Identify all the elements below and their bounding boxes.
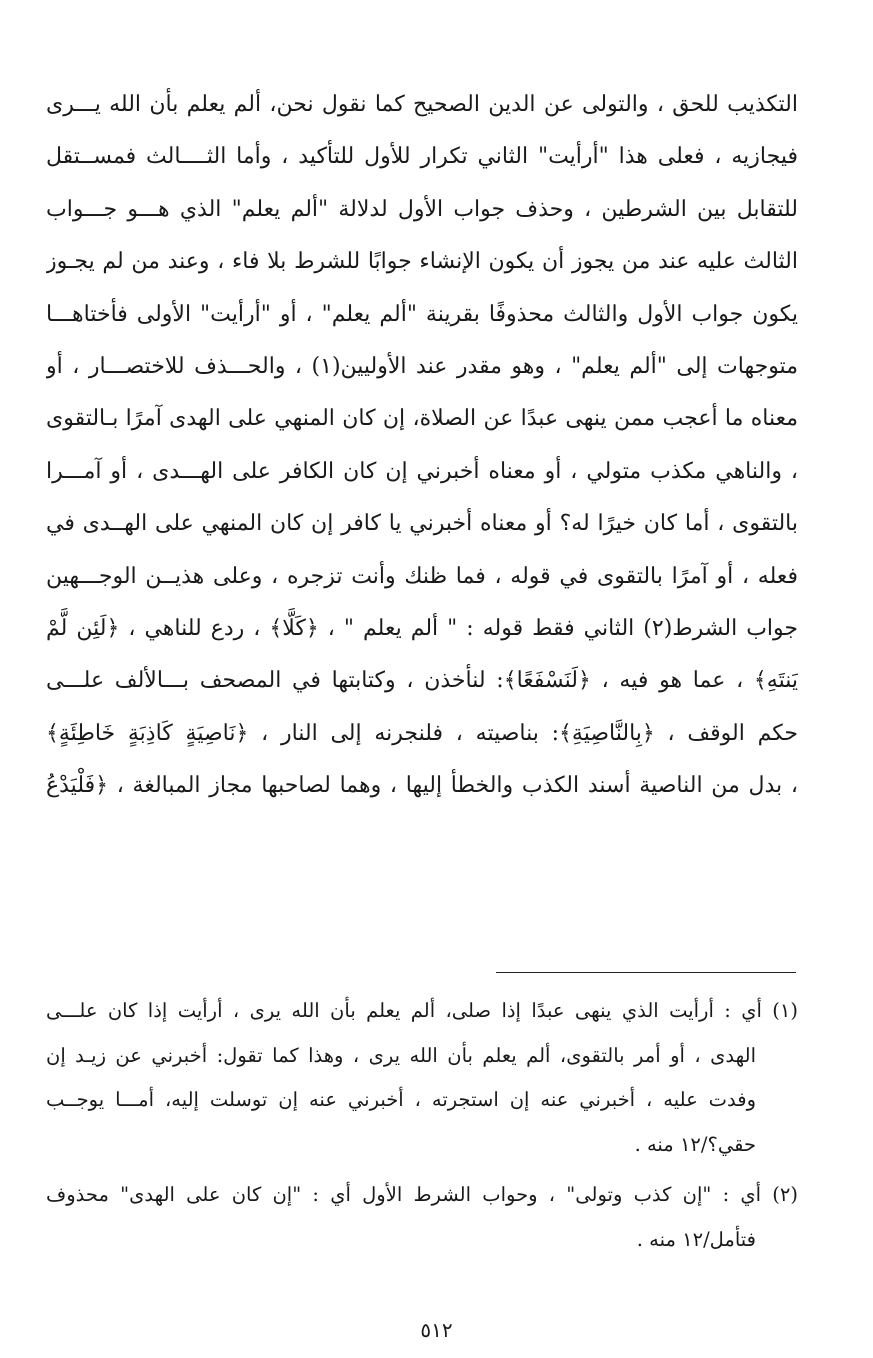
footnote-line: (١) أي : أرأيت الذي ينهى عبدًا إذا صلى، ألم يعلم بأن الله يرى ، أرأيت إذا كان علـــى	[46, 999, 798, 1022]
text-line: التكذيب للحق ، والتولى عن الدين الصحيح كما نقول نحن، ألم يعلم بأن الله يـــرى	[46, 92, 798, 117]
page-number: ٥١٢	[420, 1318, 453, 1342]
text-line: بالتقوى ، أما كان خيرًا له؟ أو معناه أخبرني يا كافر إن كان المنهي على الهــدى في	[46, 511, 798, 537]
text-line: ، والناهي مكذب متولي ، أو معناه أخبرني إن كان الكافر على الهـــدى ، أو آمـــرا	[46, 458, 798, 484]
footnote-line: حقي؟/١٢ منه .	[634, 1132, 756, 1156]
footnote-line: فتأمل/١٢ منه .	[636, 1227, 756, 1251]
text-line: فعله ، أو آمرًا بالتقوى في قوله ، فما ظنك وأنت تزجره ، وعلى هذيــن الوجـــهين	[46, 563, 798, 589]
text-line: معناه ما أعجب ممن ينهى عبدًا عن الصلاة، إن كان المنهي على الهدى آمرًا بـالتقوى	[46, 406, 798, 432]
text-line: الثالث عليه عند من يجوز أن يكون الإنشاء جوابًا للشرط بلا فاء ، وعند من لم يجـوز	[46, 249, 798, 275]
text-line: يَنتَهِ﴾ ، عما هو فيه ، ﴿لَنَسْفَعًا﴾: لنأخذن ، وكتابتها في المصحف بـــالألف علـــى	[46, 668, 798, 694]
footnote-line: الهدى ، أو أمر بالتقوى، ألم يعلم بأن الله يرى ، وهذا كما تقول: أخبرني عن زيـد إن	[46, 1043, 756, 1067]
footnote-1	[46, 992, 798, 1170]
text-line: للتقابل بين الشرطين ، وحذف جواب الأول لدلالة "ألم يعلم" الذي هـــو جـــواب	[46, 196, 798, 222]
text-line: يكون جواب الأول والثالث محذوفًا بقرينة "ألم يعلم" ، أو "أرأيت" الأولى فأختاهـــا	[46, 301, 798, 327]
footnote-line: وفدت عليه ، أخبرني عنه إن استجرته ، أخبرني عنه إن توسلت إليه، أمـــا يوجــب	[46, 1088, 756, 1111]
footnotes-block	[46, 992, 798, 1265]
text-line: حكم الوقف ، ﴿بِالنَّاصِيَةِ﴾: بناصيته ، فلنجرنه إلى النار ، ﴿نَاصِيَةٍ كَاذِبَةٍ خَاطِئَةٍ﴾	[46, 720, 798, 746]
text-line: ، بدل من الناصية أسند الكذب والخطأ إليها ، وهما لصاحبها مجاز المبالغة ، ﴿فَلْيَدْعُ	[46, 773, 798, 799]
main-text-block	[46, 84, 798, 817]
text-line: فيجازيه ، فعلى هذا "أرأيت" الثاني تكرار للأول للتأكيد ، وأما الثــــالث فمســتقل	[46, 144, 798, 170]
footnote-separator	[496, 972, 796, 973]
footnote-line: (٢) أي : "إن كذب وتولى" ، وحواب الشرط الأول أي : "إن كان على الهدى" محذوف	[46, 1183, 798, 1206]
text-line: متوجهات إلى "ألم يعلم" ، وهو مقدر عند الأوليين(١) ، والحـــذف للاختصـــار ، أو	[46, 353, 798, 379]
text-line: جواب الشرط(٢) الثاني فقط قوله : " ألم يعلم " ، ﴿كَلَّا﴾ ، ردع للناهي ، ﴿لَئِن لَّمْ	[46, 615, 798, 641]
footnote-2	[46, 1176, 798, 1265]
